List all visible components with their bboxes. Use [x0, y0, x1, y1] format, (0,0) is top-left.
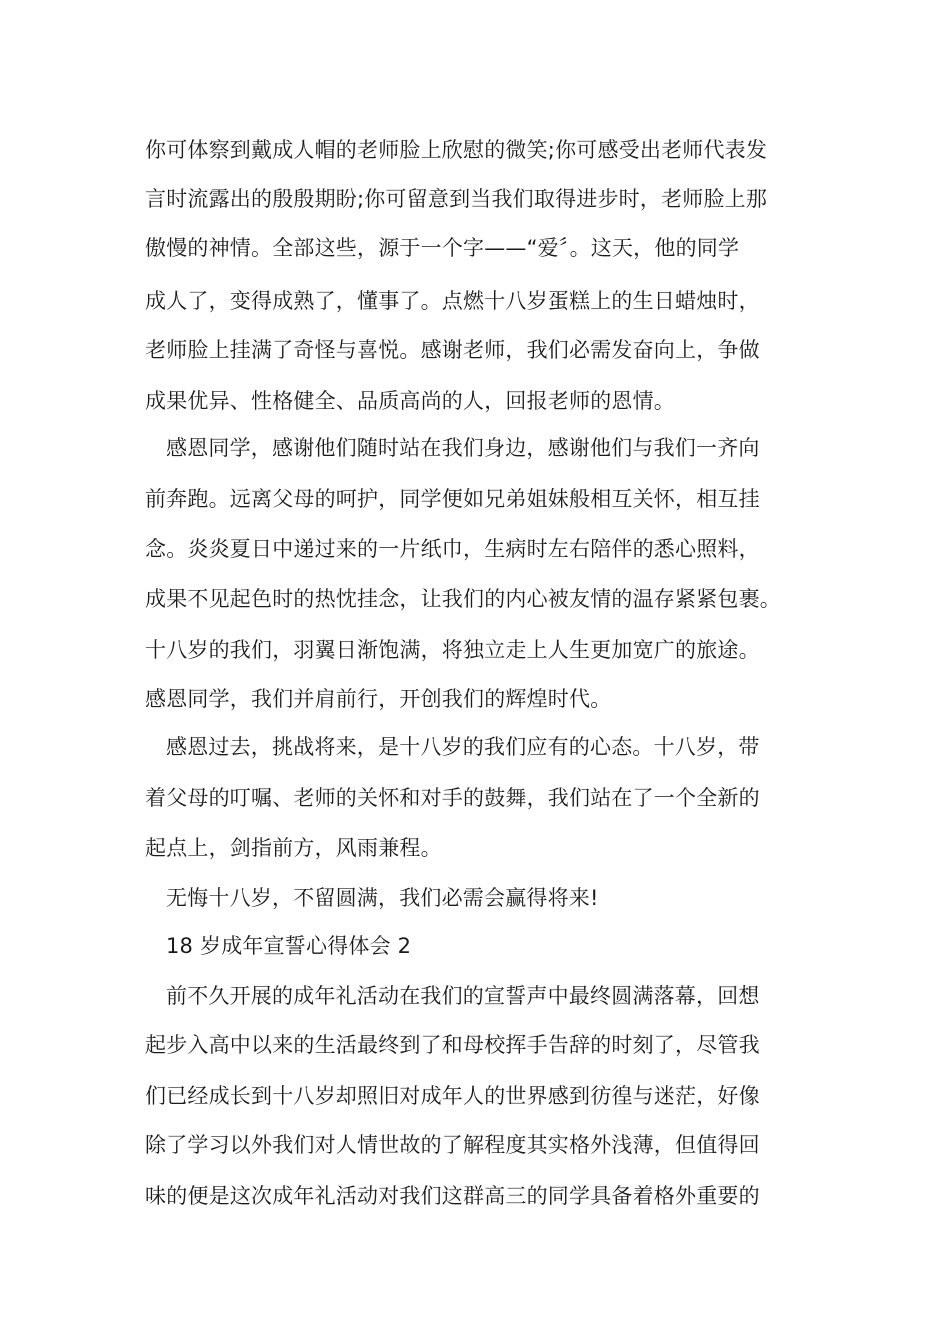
- section-heading: 18 岁成年宣誓心得体会 2: [166, 934, 412, 958]
- text-line: 前奔跑。远离父母的呵护，同学便如兄弟姐妹般相互关怀，相互挂: [145, 487, 760, 511]
- text-line: 们已经成长到十八岁却照旧对成年人的世界感到彷徨与迷茫，好像: [145, 1084, 760, 1108]
- paragraph-start: 前不久开展的成年礼活动在我们的宣誓声中最终圆满落幕，回想: [166, 984, 760, 1008]
- text-line: 成果优异、性格健全、品质高尚的人，回报老师的恩情。: [145, 389, 675, 413]
- paragraph-start: 感恩过去，挑战将来，是十八岁的我们应有的心态。十八岁，带: [166, 735, 760, 759]
- text-line: 感恩同学，我们并肩前行，开创我们的辉煌时代。: [145, 687, 612, 711]
- text-line: 十八岁的我们，羽翼日渐饱满，将独立走上人生更加宽广的旅途。: [145, 638, 760, 662]
- text-line: 起点上，剑指前方，风雨兼程。: [145, 836, 442, 860]
- text-line: 起步入高中以来的生活最终到了和母校挥手告辞的时刻了，尽管我: [145, 1033, 760, 1057]
- text-line: 傲慢的神情。全部这些，源于一个字——“爱〞。这天，他的同学: [145, 236, 740, 260]
- text-line: 念。炎炎夏日中递过来的一片纸巾，生病时左右陪伴的悉心照料，: [145, 537, 760, 561]
- text-line: 你可体察到戴成人帽的老师脸上欣慰的微笑;你可感受出老师代表发: [145, 138, 768, 162]
- text-line: 着父母的叮嘱、老师的关怀和对手的鼓舞，我们站在了一个全新的: [145, 786, 760, 810]
- text-line: 味的便是这次成年礼活动对我们这群高三的同学具备着格外重要的: [145, 1184, 760, 1208]
- text-line: 言时流露出的殷殷期盼;你可留意到当我们取得进步时，老师脸上那: [145, 187, 768, 211]
- text-line: 老师脸上挂满了奇怪与喜悦。感谢老师，我们必需发奋向上，争做: [145, 338, 760, 362]
- text-line: 成果不见起色时的热忱挂念，让我们的内心被友情的温存紧紧包裹。: [145, 587, 781, 611]
- paragraph-start: 感恩同学，感谢他们随时站在我们身边，感谢他们与我们一齐向: [166, 436, 760, 460]
- paragraph-start: 无悔十八岁，不留圆满，我们必需会赢得将来!: [166, 886, 599, 910]
- text-line: 除了学习以外我们对人情世故的了解程度其实格外浅薄，但值得回: [145, 1133, 760, 1157]
- text-line: 成人了，变得成熟了，懂事了。点燃十八岁蛋糕上的生日蜡烛时，: [145, 289, 760, 313]
